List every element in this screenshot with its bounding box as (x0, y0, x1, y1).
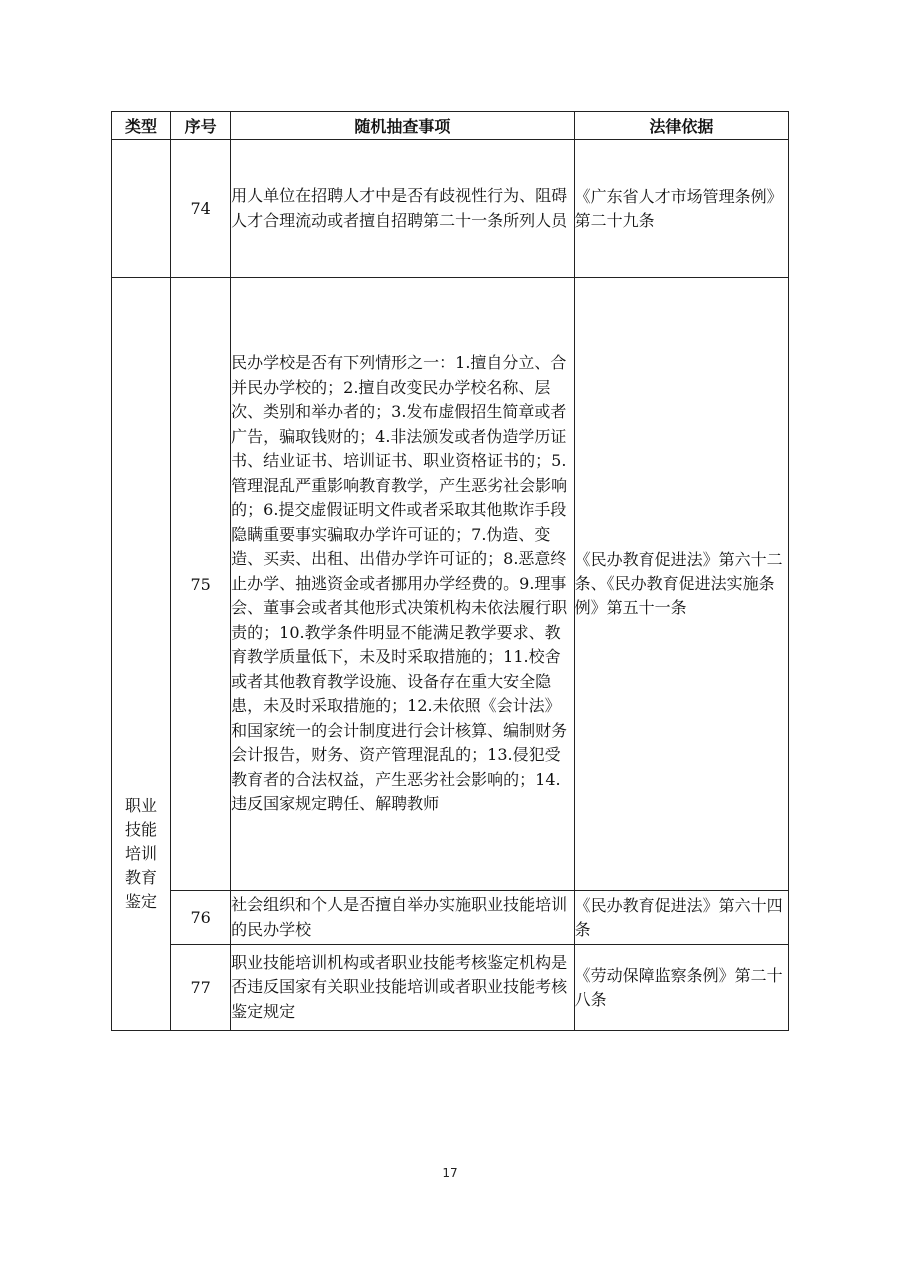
item-cell: 民办学校是否有下列情形之一：1.擅自分立、合并民办学校的；2.擅自改变民办学校名称、层次、类别和举办者的；3.发布虚假招生简章或者广告，骗取钱财的；4.非法颁发或者伪造学历证书、结业证书、培训证书、职业资格证书的；5.管理混乱严重影响教育教学，产生恶劣社会影响的；6.提交虚假证明文件或者采取其他欺诈手段隐瞒重要事实骗取办学许可证的；7.伪造、变造、买卖、出租、出借办学许可证的；8.恶意终止办学、抽逃资金或者挪用办学经费的。9.理事会、董事会或者其他形式决策机构未依法履行职责的；10.教学条件明显不能满足教学要求、教育教学质量低下，未及时采取措施的；11.校舍或者其他教育教学设施、设备存在重大安全隐患，未及时采取措施的；12.未依照《会计法》和国家统一的会计制度进行会计核算、编制财务会计报告，财务、资产管理混乱的；13.侵犯受教育者的合法权益，产生恶劣社会影响的；14.违反国家规定聘任、解聘教师 (231, 278, 575, 891)
table-row (112, 891, 789, 945)
law-cell: 《民办教育促进法》第六十二条、《民办教育促进法实施条例》第五十一条 (574, 278, 788, 891)
type-cell (112, 278, 171, 1031)
table-row (112, 945, 789, 1031)
seq-cell: 74 (171, 140, 231, 278)
table-header-row (112, 112, 789, 140)
header-item: 随机抽查事项 (231, 112, 575, 140)
law-cell: 《劳动保障监察条例》第二十八条 (574, 945, 788, 1031)
header-law: 法律依据 (574, 112, 788, 140)
table-row (112, 278, 789, 891)
law-cell: 《民办教育促进法》第六十四条 (574, 891, 788, 945)
seq-cell: 77 (171, 945, 231, 1031)
category-label: 职业技能培训教育鉴定 (125, 796, 158, 911)
law-cell: 《广东省人才市场管理条例》第二十九条 (574, 140, 788, 278)
item-cell: 职业技能培训机构或者职业技能考核鉴定机构是否违反国家有关职业技能培训或者职业技能考核鉴定规定 (231, 945, 575, 1031)
seq-cell: 75 (171, 278, 231, 891)
item-cell: 社会组织和个人是否擅自举办实施职业技能培训的民办学校 (231, 891, 575, 945)
header-type: 类型 (112, 112, 171, 140)
inspection-table (111, 111, 789, 1031)
table-row (112, 140, 789, 278)
seq-cell: 76 (171, 891, 231, 945)
page-number: 17 (442, 1166, 458, 1180)
header-seq: 序号 (171, 112, 231, 140)
type-cell-empty (112, 140, 171, 278)
item-cell: 用人单位在招聘人才中是否有歧视性行为、阻碍人才合理流动或者擅自招聘第二十一条所列人员 (231, 140, 575, 278)
